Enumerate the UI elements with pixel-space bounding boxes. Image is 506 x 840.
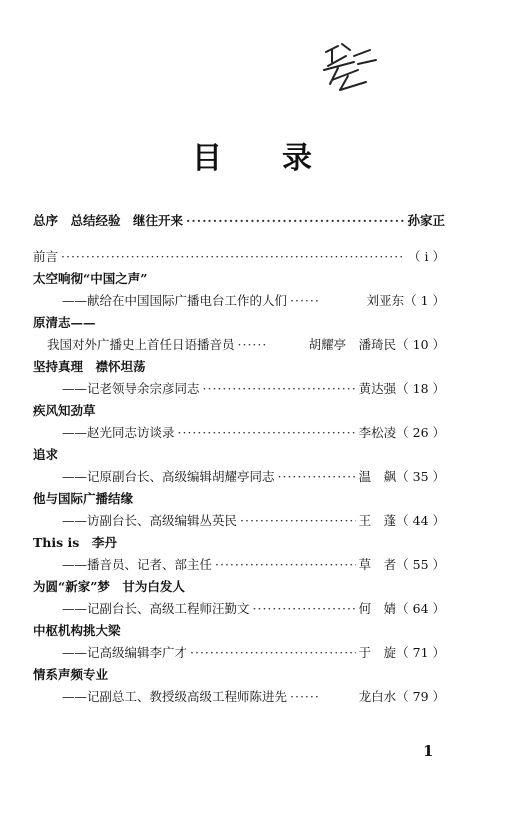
table-of-contents (33, 210, 445, 708)
toc-entry-author-page: 黄达强（ 18 ） (358, 381, 445, 396)
toc-heading: 情系声频专业 (33, 667, 109, 682)
dot-leader (203, 378, 356, 400)
toc-entry (33, 422, 445, 444)
toc-heading: 疾风知劲草 (33, 403, 96, 418)
toc-entry-author-page: （ i ） (408, 249, 445, 264)
dot-leader (186, 210, 404, 232)
page-title (0, 133, 506, 177)
toc-entry (33, 290, 445, 312)
toc-entry (33, 378, 445, 400)
toc-heading: 追求 (33, 447, 59, 462)
dot-leader (290, 686, 320, 708)
toc-entry (33, 642, 445, 664)
toc-heading: 坚持真理 襟怀坦荡 (33, 359, 146, 374)
toc-entry (33, 246, 445, 268)
toc-heading: 他与国际广播结缘 (33, 491, 134, 506)
toc-heading: 太空响彻“中国之声” (33, 271, 148, 286)
toc-entry-author-page: 温 飙（ 35 ） (358, 469, 445, 484)
title-char-1: 目 (192, 141, 224, 176)
toc-entry (33, 554, 445, 576)
toc-entry-author-page: 于 旋（ 71 ） (358, 645, 445, 660)
toc-entry-title: ——记副台长、高级工程师汪勤文 (62, 601, 250, 616)
toc-entry-title: ——记老领导余宗彦同志 (62, 381, 200, 396)
dot-leader (190, 642, 356, 664)
dot-leader (278, 466, 356, 488)
toc-entry-author-page: 草 者（ 55 ） (358, 557, 445, 572)
toc-entry-author-page: 王 蓬（ 44 ） (358, 513, 445, 528)
dot-leader (240, 510, 356, 532)
toc-entry-title: 我国对外广播史上首任日语播音员 (47, 337, 235, 352)
toc-entry (33, 510, 445, 532)
toc-entry-author-page: 刘亚东（ 1 ） (366, 293, 445, 308)
dot-leader (215, 554, 356, 576)
toc-entry-author-page: 胡耀亭 潘琦民（ 10 ） (308, 337, 445, 352)
dot-leader (253, 598, 356, 620)
toc-heading: This is 李丹 (33, 535, 117, 550)
toc-entry-title: ——记原副台长、高级编辑胡耀亭同志 (62, 469, 275, 484)
toc-heading: 中枢机构挑大梁 (33, 623, 121, 638)
toc-entry-author-page: 龙白水（ 79 ） (358, 689, 445, 704)
toc-entry-author-page: 李松凌（ 26 ） (358, 425, 445, 440)
dot-leader (290, 290, 320, 312)
toc-entry-title: 前言 (33, 249, 59, 264)
toc-entry (33, 598, 445, 620)
dot-leader (238, 334, 268, 356)
dot-leader (61, 246, 405, 268)
toc-entry-title: 总序 总结经验 继往开来 (33, 213, 184, 228)
title-char-2: 录 (282, 141, 314, 176)
toc-entry (33, 466, 445, 488)
toc-entry-title: ——播音员、记者、部主任 (62, 557, 213, 572)
toc-entry-title: ——献给在中国国际广播电台工作的人们 (62, 293, 288, 308)
handwritten-mark (318, 40, 388, 100)
toc-entry-author-page: 孙家正 (407, 213, 445, 228)
toc-entry-author-page: 何 婧（ 64 ） (358, 601, 445, 616)
toc-heading: 原清志—— (33, 315, 96, 330)
toc-entry-title: ——访副台长、高级编辑丛英民 (62, 513, 238, 528)
toc-heading: 为圆“新家”梦 甘为白发人 (33, 579, 185, 594)
page-number: 1 (423, 742, 434, 760)
toc-entry-title: ——记副总工、教授级高级工程师陈进先 (62, 689, 288, 704)
toc-entry (33, 210, 445, 232)
toc-entry-title: ——记高级编辑李广才 (62, 645, 188, 660)
toc-entry-title: ——赵光同志访谈录 (62, 425, 175, 440)
toc-entry (33, 334, 445, 356)
toc-entry (33, 686, 445, 708)
dot-leader (178, 422, 356, 444)
